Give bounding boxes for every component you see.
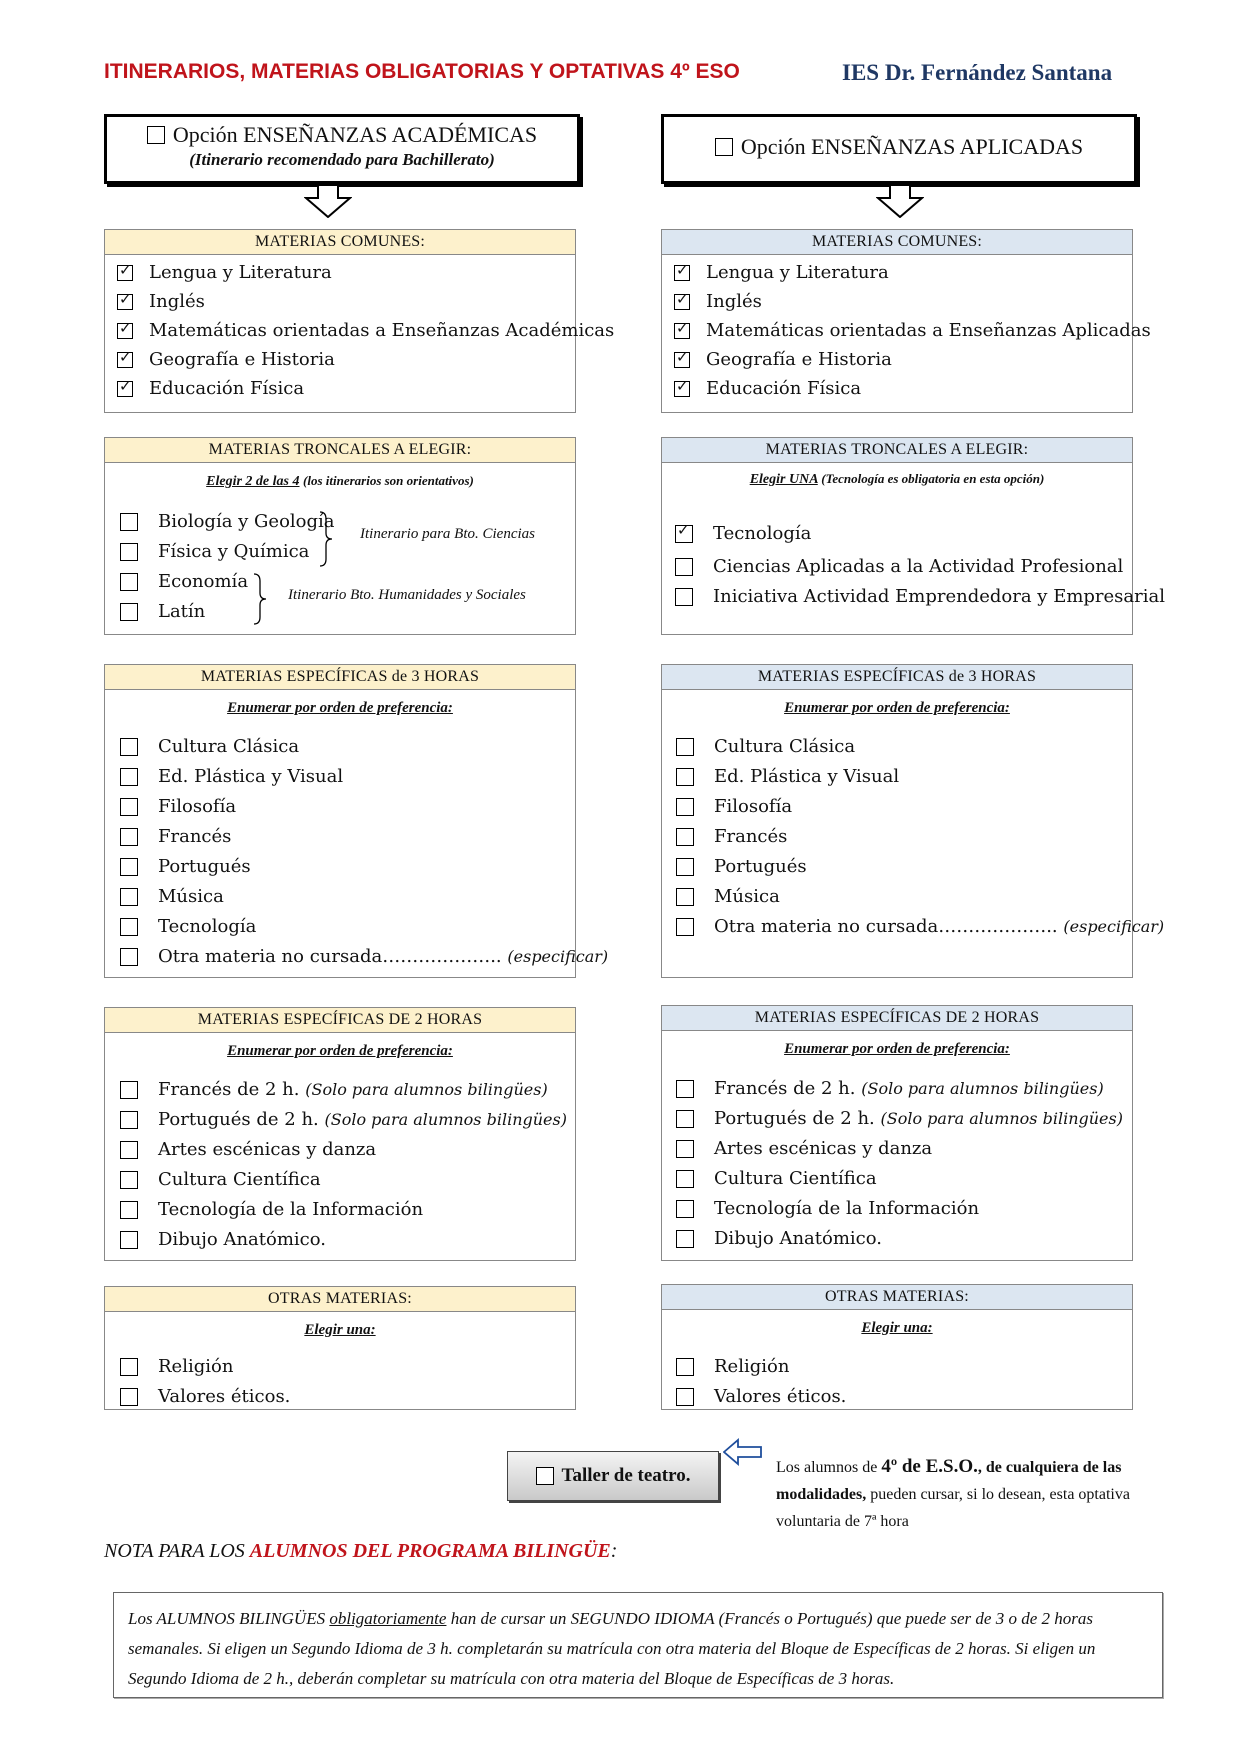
checkbox-icon[interactable] xyxy=(120,798,138,816)
list-item[interactable] xyxy=(120,541,309,562)
item-note: (especificar) xyxy=(1063,917,1165,936)
item-label: Ed. Plástica y Visual xyxy=(158,766,344,787)
item-label: Latín xyxy=(158,601,206,622)
list-item[interactable] xyxy=(120,1139,376,1160)
list-item[interactable] xyxy=(676,1198,979,1219)
item-label: Iniciativa Actividad Emprendedora y Empresarial xyxy=(713,586,1166,607)
checkbox-icon[interactable] xyxy=(120,543,138,561)
checkbox-icon[interactable] xyxy=(676,1110,694,1128)
list-item[interactable] xyxy=(120,736,299,757)
list-item[interactable] xyxy=(120,571,248,592)
section-header: MATERIAS COMUNES: xyxy=(662,230,1132,255)
checkbox-icon[interactable] xyxy=(120,1081,138,1099)
item-label: Tecnología xyxy=(713,523,812,544)
checkbox-icon[interactable] xyxy=(676,1140,694,1158)
list-item[interactable] xyxy=(676,1108,1123,1129)
item-label: Artes escénicas y danza xyxy=(158,1139,377,1160)
list-item[interactable] xyxy=(120,856,251,877)
taller-teatro-option[interactable] xyxy=(507,1451,719,1501)
checkbox-icon[interactable] xyxy=(676,888,694,906)
note-box: Los ALUMNOS BILINGÜES obligatoriamente han de cursar un SEGUNDO IDIOMA (Francés o Portugués) que puede ser de 3 o de 2 horas semanales. Si eligen un Segundo Idioma de 3 h. completarán su matrícula con otra materia del Bloque de Específicas de 2 horas. Si eligen un Segundo Idioma de 2 h., deberán completar su matrícula con otra materia del Bloque de Específicas de 3 horas. xyxy=(113,1592,1163,1698)
checkbox-icon[interactable] xyxy=(120,1388,138,1406)
checkbox-icon[interactable] xyxy=(120,1201,138,1219)
checkbox-icon[interactable] xyxy=(120,858,138,876)
section-esp2-right xyxy=(661,1005,1133,1261)
item-label: Valores éticos. xyxy=(158,1386,291,1407)
checkbox-icon[interactable] xyxy=(676,1230,694,1248)
list-item[interactable] xyxy=(117,320,614,341)
list-item[interactable] xyxy=(117,262,332,283)
item-label: Otra materia no cursada……………….. xyxy=(714,916,1058,937)
item-label: Música xyxy=(714,886,780,907)
list-item[interactable] xyxy=(676,766,899,787)
option-academicas[interactable] xyxy=(104,114,580,184)
checkbox-icon[interactable] xyxy=(675,558,693,576)
checkbox-icon[interactable] xyxy=(676,828,694,846)
instruction: Elegir 2 de las 4 (los itinerarios son orientativos) xyxy=(206,473,474,489)
list-item[interactable] xyxy=(676,736,855,757)
option-label: Opción ENSEÑANZAS APLICADAS xyxy=(740,134,1084,159)
option-label: Opción ENSEÑANZAS ACADÉMICAS xyxy=(172,122,538,147)
list-item[interactable] xyxy=(675,556,1123,577)
list-item[interactable] xyxy=(676,1138,932,1159)
item-label: Educación Física xyxy=(706,378,862,399)
item-label: Valores éticos. xyxy=(714,1386,847,1407)
checkbox-icon[interactable] xyxy=(715,138,733,156)
taller-label: Taller de teatro. xyxy=(561,1465,691,1486)
instruction: Elegir una: xyxy=(861,1320,933,1336)
list-item[interactable] xyxy=(674,349,892,370)
list-item[interactable] xyxy=(675,523,811,544)
taller-note: Los alumnos de 4º de E.S.O., de cualquiera de las modalidades, pueden cursar, si lo desean, esta optativa voluntaria de 7ª hora xyxy=(776,1456,1130,1530)
item-note: (Solo para alumnos bilingües) xyxy=(324,1110,567,1129)
checkbox-icon[interactable] xyxy=(676,798,694,816)
list-item[interactable] xyxy=(117,291,205,312)
list-item[interactable] xyxy=(120,1229,326,1250)
checkbox-icon[interactable] xyxy=(120,513,138,531)
section-header: MATERIAS ESPECÍFICAS DE 2 HORAS xyxy=(662,1006,1132,1031)
list-item[interactable] xyxy=(120,511,335,532)
item-label: Geografía e Historia xyxy=(706,349,892,370)
page-title: ITINERARIOS, MATERIAS OBLIGATORIAS Y OPTATIVAS 4º ESO xyxy=(104,60,740,83)
list-item[interactable] xyxy=(674,320,1151,341)
list-item[interactable] xyxy=(120,1169,321,1190)
section-header: MATERIAS ESPECÍFICAS de 3 HORAS xyxy=(105,665,575,690)
item-label: Matemáticas orientadas a Enseñanzas Aplicadas xyxy=(706,320,1151,341)
checked-checkbox-icon[interactable] xyxy=(675,525,693,543)
checkbox-icon[interactable] xyxy=(120,1141,138,1159)
checked-checkbox-icon[interactable] xyxy=(117,323,133,339)
brace-icon xyxy=(318,511,334,567)
item-label: Francés de 2 h. xyxy=(158,1079,300,1100)
checkbox-icon[interactable] xyxy=(120,603,138,621)
item-note: (Solo para alumnos bilingües) xyxy=(861,1079,1104,1098)
checkbox-icon[interactable] xyxy=(120,888,138,906)
item-label: Tecnología de la Información xyxy=(714,1198,980,1219)
checked-checkbox-icon[interactable] xyxy=(674,265,690,281)
instruction: Elegir UNA (Tecnología es obligatoria en esta opción) xyxy=(749,471,1045,487)
item-label: Cultura Clásica xyxy=(714,736,856,757)
checked-checkbox-icon[interactable] xyxy=(674,323,690,339)
checkbox-icon[interactable] xyxy=(676,738,694,756)
checked-checkbox-icon[interactable] xyxy=(674,294,690,310)
item-label: Cultura Científica xyxy=(714,1168,877,1189)
item-label: Portugués de 2 h. xyxy=(714,1108,875,1129)
checkbox-icon[interactable] xyxy=(676,918,694,936)
section-header: MATERIAS TRONCALES A ELEGIR: xyxy=(662,438,1132,463)
item-label: Religión xyxy=(158,1356,234,1377)
section-header: OTRAS MATERIAS: xyxy=(105,1287,575,1312)
arrow-left-icon xyxy=(723,1438,763,1466)
checked-checkbox-icon[interactable] xyxy=(117,265,133,281)
list-item[interactable] xyxy=(676,1386,846,1407)
checkbox-icon[interactable] xyxy=(120,828,138,846)
arrow-down-icon xyxy=(304,184,352,218)
note-heading: NOTA PARA LOS ALUMNOS DEL PROGRAMA BILINGÜE: xyxy=(104,1540,618,1562)
item-label: Otra materia no cursada……………….. xyxy=(158,946,502,967)
item-note: (Solo para alumnos bilingües) xyxy=(305,1080,548,1099)
item-label: Portugués xyxy=(158,856,251,877)
list-item[interactable] xyxy=(120,886,224,907)
instruction: Enumerar por orden de preferencia: xyxy=(784,1041,1010,1057)
section-header: MATERIAS ESPECÍFICAS de 3 HORAS xyxy=(662,665,1132,690)
item-label: Lengua y Literatura xyxy=(706,262,889,283)
section-header: OTRAS MATERIAS: xyxy=(662,1285,1132,1310)
item-label: Inglés xyxy=(706,291,762,312)
list-item[interactable] xyxy=(676,826,787,847)
list-item[interactable] xyxy=(117,378,304,399)
checked-checkbox-icon[interactable] xyxy=(117,352,133,368)
instruction: Elegir una: xyxy=(304,1322,376,1338)
item-label: Matemáticas orientadas a Enseñanzas Académicas xyxy=(149,320,615,341)
checkbox-icon[interactable] xyxy=(676,1358,694,1376)
item-label: Ciencias Aplicadas a la Actividad Profesional xyxy=(713,556,1124,577)
list-item[interactable] xyxy=(676,1356,789,1377)
list-item[interactable] xyxy=(120,1109,567,1130)
checkbox-icon[interactable] xyxy=(676,858,694,876)
option-aplicadas[interactable] xyxy=(661,114,1137,184)
checkbox-icon[interactable] xyxy=(147,126,165,144)
list-item-other[interactable] xyxy=(676,916,1164,937)
section-header: MATERIAS TRONCALES A ELEGIR: xyxy=(105,438,575,463)
item-label: Lengua y Literatura xyxy=(149,262,332,283)
item-label: Ed. Plástica y Visual xyxy=(714,766,900,787)
list-item[interactable] xyxy=(120,1079,548,1100)
list-item[interactable] xyxy=(676,1168,877,1189)
section-esp2-left xyxy=(104,1007,576,1261)
item-label: Física y Química xyxy=(158,541,310,562)
item-label: Francés xyxy=(158,826,232,847)
checkbox-icon[interactable] xyxy=(120,1231,138,1249)
checked-checkbox-icon[interactable] xyxy=(674,381,690,397)
item-note: (especificar) xyxy=(507,947,609,966)
item-label: Tecnología de la Información xyxy=(158,1199,424,1220)
section-header: MATERIAS ESPECÍFICAS DE 2 HORAS xyxy=(105,1008,575,1033)
itinerary-note: Itinerario Bto. Humanidades y Sociales xyxy=(288,587,526,603)
item-label: Dibujo Anatómico. xyxy=(158,1229,326,1250)
instruction: Enumerar por orden de preferencia: xyxy=(227,1043,453,1059)
list-item[interactable] xyxy=(676,1078,1104,1099)
item-label: Educación Física xyxy=(149,378,305,399)
item-label: Filosofía xyxy=(158,796,237,817)
option-subtitle: (Itinerario recomendado para Bachillerato) xyxy=(189,150,495,169)
item-label: Portugués xyxy=(714,856,807,877)
list-item[interactable] xyxy=(120,1386,290,1407)
checkbox-icon[interactable] xyxy=(120,1171,138,1189)
item-label: Francés de 2 h. xyxy=(714,1078,856,1099)
list-item[interactable] xyxy=(120,796,236,817)
item-label: Cultura Clásica xyxy=(158,736,300,757)
checked-checkbox-icon[interactable] xyxy=(117,381,133,397)
checkbox-icon[interactable] xyxy=(120,1111,138,1129)
list-item[interactable] xyxy=(120,766,343,787)
list-item[interactable] xyxy=(117,349,335,370)
item-note: (Solo para alumnos bilingües) xyxy=(880,1109,1123,1128)
checkbox-icon[interactable] xyxy=(120,918,138,936)
item-label: Filosofía xyxy=(714,796,793,817)
checkbox-icon[interactable] xyxy=(676,1388,694,1406)
list-item[interactable] xyxy=(676,796,792,817)
checkbox-icon[interactable] xyxy=(675,588,693,606)
item-label: Dibujo Anatómico. xyxy=(714,1228,882,1249)
section-header: MATERIAS COMUNES: xyxy=(105,230,575,255)
checkbox-icon[interactable] xyxy=(676,768,694,786)
checkbox-icon[interactable] xyxy=(120,768,138,786)
list-item[interactable] xyxy=(120,916,256,937)
checkbox-icon[interactable] xyxy=(676,1200,694,1218)
item-label: Religión xyxy=(714,1356,790,1377)
list-item[interactable] xyxy=(120,826,231,847)
checkbox-icon[interactable] xyxy=(676,1170,694,1188)
item-label: Francés xyxy=(714,826,788,847)
list-item[interactable] xyxy=(676,886,780,907)
checkbox-icon[interactable] xyxy=(120,1358,138,1376)
item-label: Portugués de 2 h. xyxy=(158,1109,319,1130)
checkbox-icon[interactable] xyxy=(120,738,138,756)
item-label: Economía xyxy=(158,571,249,592)
checkbox-icon[interactable] xyxy=(536,1467,554,1485)
item-label: Biología y Geología xyxy=(158,511,335,532)
checked-checkbox-icon[interactable] xyxy=(117,294,133,310)
item-label: Geografía e Historia xyxy=(149,349,335,370)
item-label: Tecnología xyxy=(158,916,257,937)
item-label: Cultura Científica xyxy=(158,1169,321,1190)
list-item[interactable] xyxy=(674,262,889,283)
arrow-down-icon xyxy=(876,184,924,218)
instruction: Enumerar por orden de preferencia: xyxy=(227,700,453,716)
itinerary-note: Itinerario para Bto. Ciencias xyxy=(360,526,535,542)
item-label: Inglés xyxy=(149,291,205,312)
checkbox-icon[interactable] xyxy=(120,573,138,591)
item-label: Artes escénicas y danza xyxy=(714,1138,933,1159)
brace-icon xyxy=(252,573,268,625)
list-item[interactable] xyxy=(674,291,762,312)
checkbox-icon[interactable] xyxy=(676,1080,694,1098)
list-item[interactable] xyxy=(675,586,1165,607)
checked-checkbox-icon[interactable] xyxy=(674,352,690,368)
list-item[interactable] xyxy=(120,1199,423,1220)
list-item-other[interactable] xyxy=(120,946,608,967)
item-label: Música xyxy=(158,886,224,907)
checkbox-icon[interactable] xyxy=(120,948,138,966)
school-name: IES Dr. Fernández Santana xyxy=(842,60,1113,85)
instruction: Enumerar por orden de preferencia: xyxy=(784,700,1010,716)
list-item[interactable] xyxy=(676,1228,882,1249)
list-item[interactable] xyxy=(676,856,807,877)
list-item[interactable] xyxy=(120,601,205,622)
list-item[interactable] xyxy=(120,1356,233,1377)
list-item[interactable] xyxy=(674,378,861,399)
